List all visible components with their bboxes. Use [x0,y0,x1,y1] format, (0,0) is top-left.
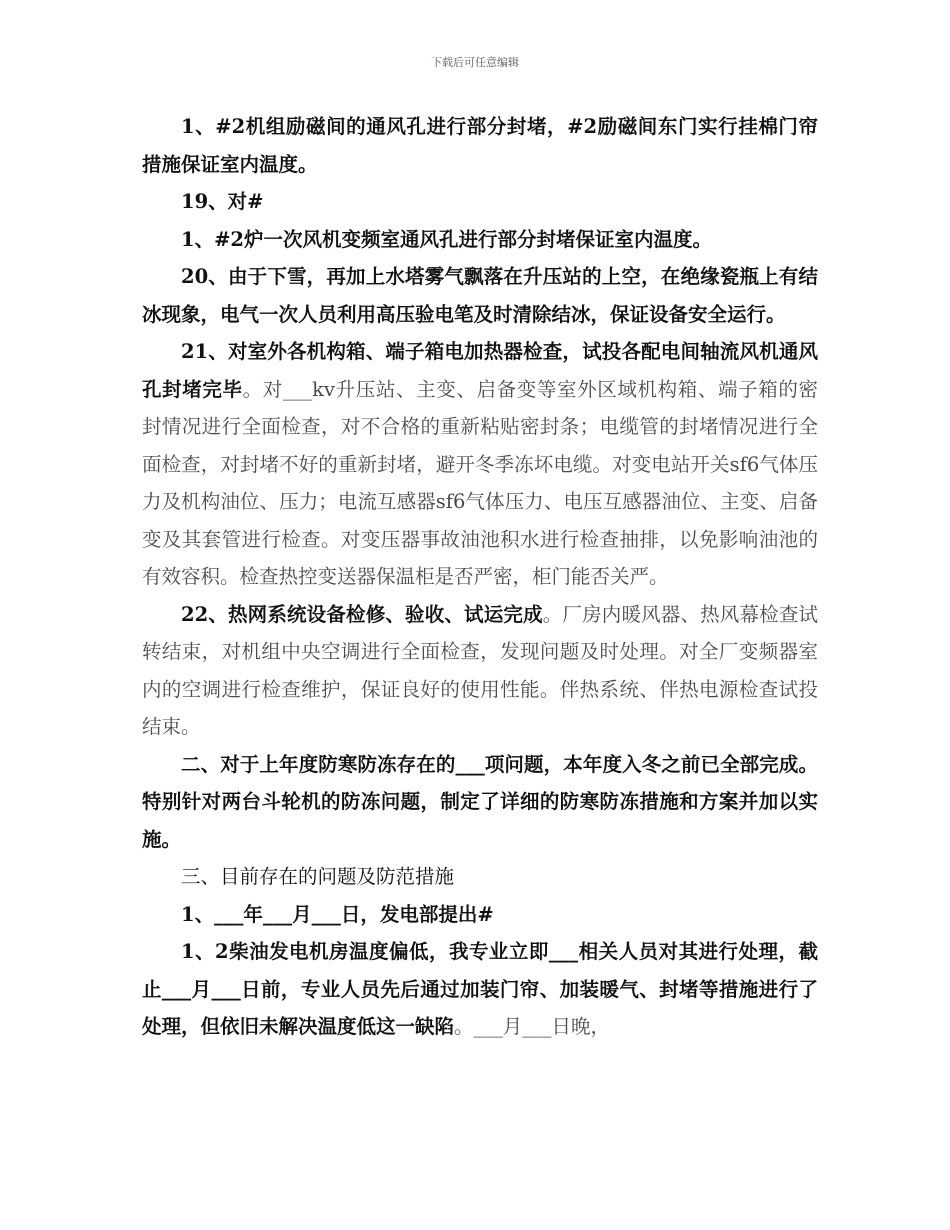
paragraph-4-bold: 20、由于下雪，再加上水塔雾气飘落在升压站的上空，在绝缘瓷瓶上有结冰现象，电气一次人员利用高压验电笔及时清除结冰，保证设备安全运行。 [142,265,818,326]
page-header: 下载后可任意编辑 [431,56,519,69]
paragraph-7-bold: 二、对于上年度防寒防冻存在的___项问题，本年度入冬之前已全部完成。特别针对两台斗轮机的防冻问题，制定了详细的防寒防冻措施和方案并加以实施。 [142,752,818,851]
paragraph-3 [142,221,818,259]
paragraph-10 [142,933,818,1046]
paragraph-2-bold: 19、对# [181,190,264,213]
paragraph-4 [142,258,818,333]
paragraph-6-bold: 22、热网系统设备检修、验收、试运完成 [181,602,543,626]
section-heading-3 [142,858,818,896]
paragraph-7 [142,746,818,859]
paragraph-3-bold: 1、#2炉一次风机变频室通风孔进行部分封堵保证室内温度。 [181,227,712,251]
paragraph-9-bold: 1、___年___月___日，发电部提出# [181,902,494,926]
paragraph-5-bold: 21、对室外各机构箱、端子箱电加热器检查，试投各配电间轴流风机通风孔封堵完毕 [142,340,818,401]
paragraph-5 [142,333,818,596]
paragraph-9 [142,896,818,934]
paragraph-2 [142,183,818,221]
paragraph-6-light: 。厂房内暖风器、热风幕检查试转结束，对机组中央空调进行全面检查，发现问题及时处理。对全厂变频器室内的空调进行检查维护，保证良好的使用性能。伴热系统、伴热电源检查试投结束。 [142,602,818,738]
paragraph-10-light: 。___月___日晚， [454,1015,611,1038]
paragraph-8-light: 三、目前存在的问题及防范措施 [181,865,455,888]
paragraph-1 [142,108,818,183]
document-body [142,108,818,1046]
paragraph-6 [142,596,818,746]
paragraph-5-light: 。对___kv升压站、主变、启备变等室外区域机构箱、端子箱的密封情况进行全面检查，对不合格的重新粘贴密封条；电缆管的封堵情况进行全面检查，对封堵不好的重新封堵，避开冬季冻坏电缆。对变电站开关sf6气体压力及机构油位、压力；电流互感器sf6气体压力、电压互感器油位、主变、启备变及其套管进行检查。对变压器事故油池积水进行检查抽排，以免影响油池的有效容积。检查热控变送器保温柜是否严密，柜门能否关严。 [142,377,818,588]
paragraph-10-bold: 1、2柴油发电机房温度偏低，我专业立即___相关人员对其进行处理，截止___月___日前，专业人员先后通过加装门帘、加装暖气、封堵等措施进行了处理，但依旧未解决温度低这一缺陷 [142,940,818,1038]
paragraph-1-bold: 1、#2机组励磁间的通风孔进行部分封堵，#2励磁间东门实行挂棉门帘措施保证室内温度。 [142,115,818,176]
